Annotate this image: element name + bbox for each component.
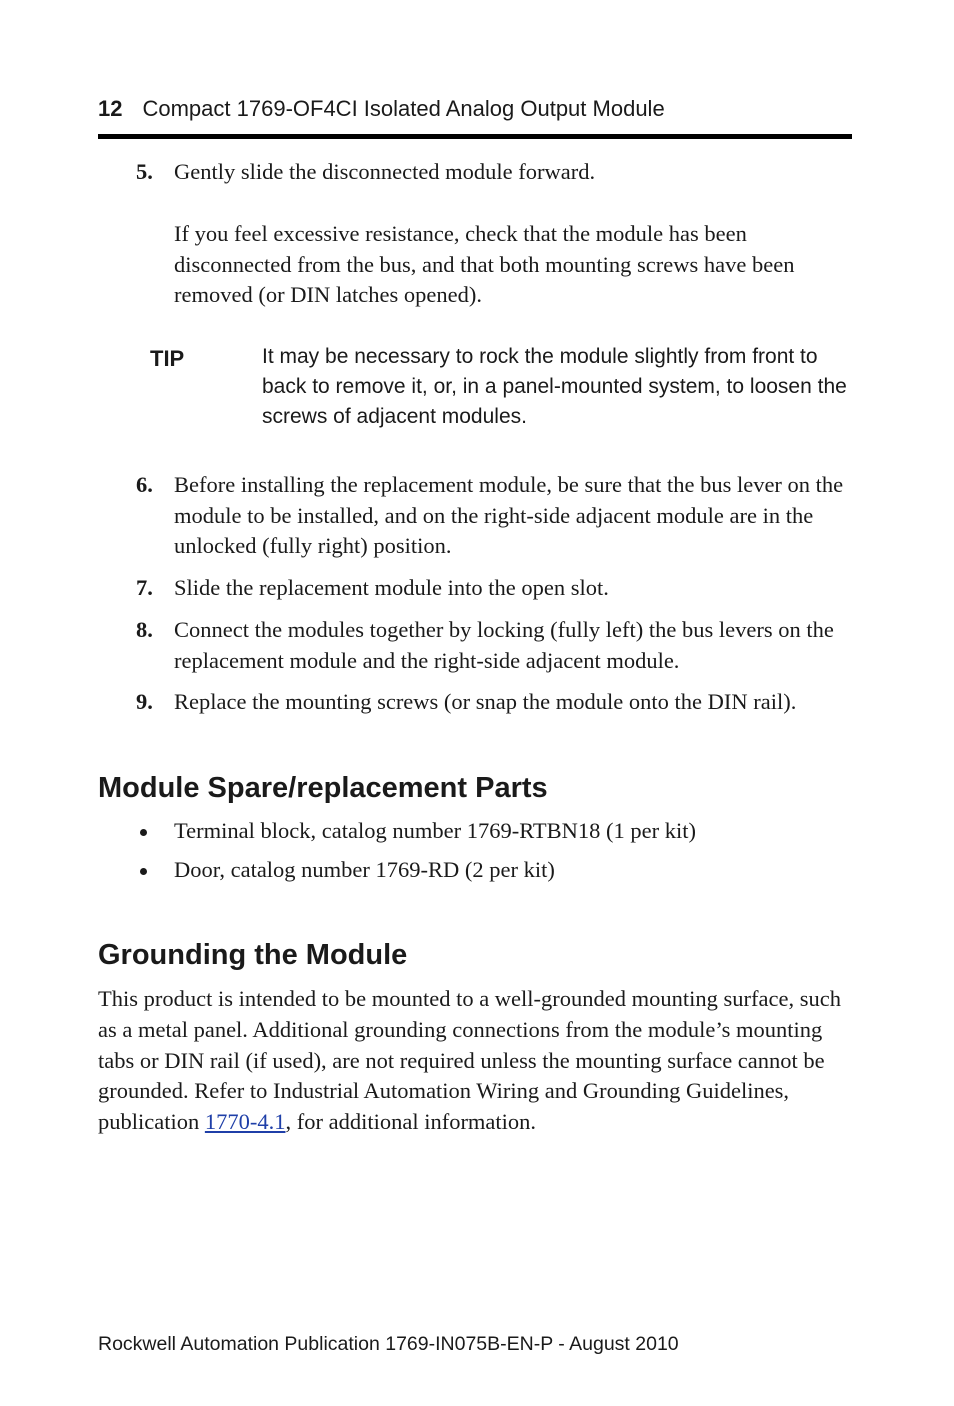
step-6 (136, 470, 852, 562)
step-7 (136, 573, 852, 604)
grounding-text-end: , for additional information. (285, 1109, 537, 1135)
grounding-heading: Grounding the Module (98, 939, 408, 971)
step-number: 5. (136, 159, 153, 184)
page-header (98, 94, 852, 124)
document-title: Compact 1769-OF4CI Isolated Analog Output Module (142, 96, 665, 121)
step-5 (136, 157, 852, 188)
publication-link[interactable]: 1770-4.1 (204, 1109, 286, 1135)
page-footer: Rockwell Automation Publication 1769-IN075B-EN-P - August 2010 (98, 1333, 679, 1355)
list-item (136, 855, 852, 886)
step-number: 6. (136, 472, 153, 497)
step-9 (136, 687, 852, 718)
grounding-text: This product is intended to be mounted to a well-grounded mounting surface, such as a metal panel. Additional grounding connections from the module’s mounting tabs or DIN rail (if used), are not required unless the mounting surface cannot be grounded. Refer to Industrial Automation Wiring and Grounding Guidelines, publication (98, 986, 841, 1135)
tip-text: It may be necessary to rock the module slightly from front to back to remove it, or, in a panel-mounted system, to loosen the screws of adjacent modules. (262, 345, 847, 428)
step-text: Slide the replacement module into the open slot. (174, 575, 609, 600)
list-item (136, 816, 852, 847)
grounding-paragraph (98, 984, 858, 1138)
step-number: 9. (136, 689, 153, 714)
step-number: 8. (136, 617, 153, 642)
spare-parts-heading: Module Spare/replacement Parts (98, 772, 548, 804)
step-text: Replace the mounting screws (or snap the module onto the DIN rail). (174, 689, 797, 714)
step-text: Before installing the replacement module, be sure that the bus lever on the module to be installed, and on the right-side adjacent module are in the unlocked (fully right) position. (174, 472, 844, 558)
step-text: Gently slide the disconnected module forward. (174, 159, 596, 184)
page-number: 12 (98, 96, 123, 121)
bullet-icon (140, 829, 147, 836)
list-item-text: Door, catalog number 1769-RD (2 per kit) (174, 857, 555, 882)
step-8 (136, 615, 852, 676)
bullet-icon (140, 868, 147, 875)
list-item-text: Terminal block, catalog number 1769-RTBN18 (1 per kit) (174, 818, 696, 843)
step-text: Connect the modules together by locking (fully left) the bus levers on the replacement module and the right-side adjacent module. (174, 617, 834, 673)
step-number: 7. (136, 575, 153, 600)
step-5-note: If you feel excessive resistance, check that the module has been disconnected from the bus, and that both mounting screws have been removed (or DIN latches opened). (174, 221, 795, 307)
tip-label: TIP (150, 346, 185, 371)
header-rule (98, 134, 852, 139)
